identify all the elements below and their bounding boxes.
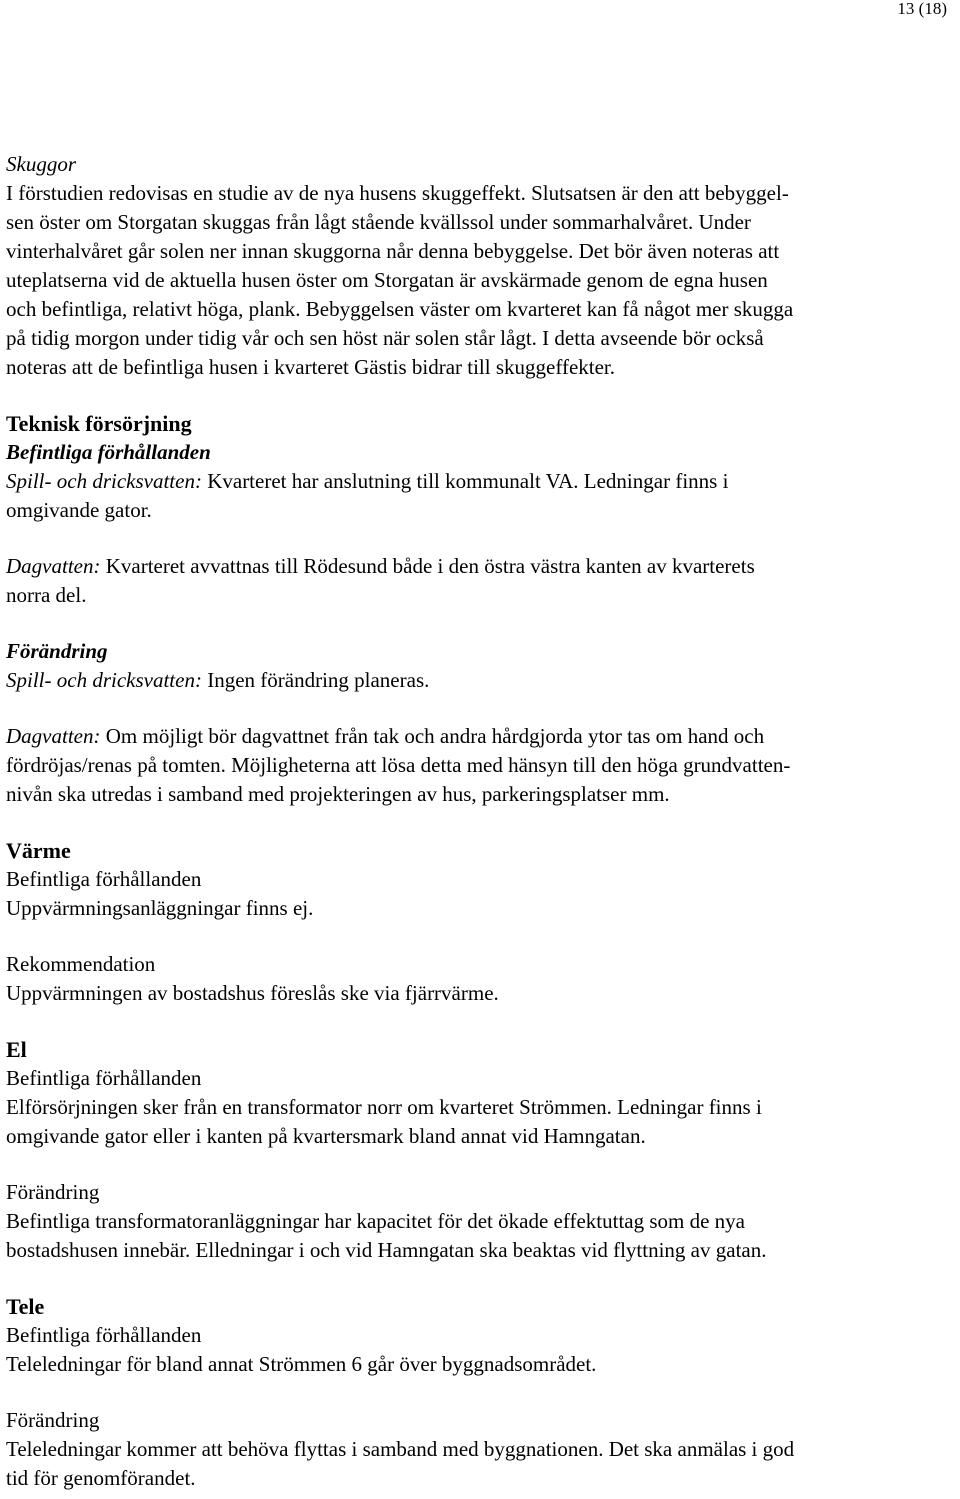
tele-heading: Tele	[6, 1294, 45, 1319]
page-number: 13 (18)	[897, 0, 947, 18]
skuggor-line-5: och befintliga, relativt höga, plank. Bebyggelsen väster om kvarteret kan få något mer skugga	[6, 297, 794, 321]
el-forandring-heading: Förändring	[6, 1180, 100, 1204]
spill2-text: Ingen förändring planeras.	[201, 668, 430, 692]
skuggor-heading: Skuggor	[6, 152, 76, 176]
document-body	[6, 150, 954, 1493]
skuggor-line-1: I förstudien redovisas en studie av de nya husens skuggeffekt. Slutsatsen är den att bebyggel-	[6, 181, 789, 205]
tele-forandring-text-2: tid för genomförandet.	[6, 1466, 196, 1490]
tele-forandring-heading: Förändring	[6, 1408, 100, 1432]
skuggor-line-3: vinterhalvåret går solen ner innan skuggorna når denna bebyggelse. Det bör även noteras att	[6, 239, 780, 263]
el-forandring-text-1: Befintliga transformatoranläggningar har kapacitet för det ökade effektuttag som de nya	[6, 1209, 745, 1233]
skuggor-line-7: noteras att de befintliga husen i kvarteret Gästis bidrar till skuggeffekter.	[6, 355, 616, 379]
dag-text-2: norra del.	[6, 583, 87, 607]
teknisk-dag2-para	[6, 722, 954, 751]
spill2-label: Spill- och dricksvatten:	[6, 668, 202, 692]
dag2-text-3: nivån ska utredas i samband med projekteringen av hus, parkeringsplatser mm.	[6, 782, 670, 806]
el-heading: El	[6, 1037, 27, 1062]
teknisk-dag-para	[6, 552, 954, 581]
teknisk-spill2-para	[6, 666, 954, 695]
tele-befintliga-heading: Befintliga förhållanden	[6, 1323, 202, 1347]
skuggor-line-6: på tidig morgon under tidig vår och sen höst när solen står lågt. I detta avseende bör också	[6, 326, 764, 350]
el-befintliga-text-2: omgivande gator eller i kanten på kvartersmark bland annat vid Hamngatan.	[6, 1124, 646, 1148]
dag2-text-2: fördröjas/renas på tomten. Möjligheterna att lösa detta med hänsyn till den höga grundvatten-	[6, 753, 791, 777]
dag-label: Dagvatten:	[6, 554, 101, 578]
dag-text-1: Kvarteret avvattnas till Rödesund både i den östra västra kanten av kvarterets	[100, 554, 755, 578]
varme-rek-heading: Rekommendation	[6, 952, 156, 976]
skuggor-line-2: sen öster om Storgatan skuggas från lågt stående kvällssol under sommarhalvåret. Under	[6, 210, 751, 234]
spill-text-1: Kvarteret har anslutning till kommunalt VA. Ledningar finns i	[201, 469, 729, 493]
spill-label: Spill- och dricksvatten:	[6, 469, 202, 493]
teknisk-spill-para	[6, 467, 954, 496]
varme-rek-text: Uppvärmningen av bostadshus föreslås ske via fjärrvärme.	[6, 981, 499, 1005]
varme-befintliga-text: Uppvärmningsanläggningar finns ej.	[6, 896, 314, 920]
tele-forandring-text-1: Teleledningar kommer att behöva flyttas i samband med byggnationen. Det ska anmälas i god	[6, 1437, 795, 1461]
teknisk-befintliga-heading: Befintliga förhållanden	[6, 440, 211, 464]
el-befintliga-heading: Befintliga förhållanden	[6, 1066, 202, 1090]
el-befintliga-text-1: Elförsörjningen sker från en transformator norr om kvarteret Strömmen. Ledningar finns i	[6, 1095, 762, 1119]
teknisk-heading: Teknisk försörjning	[6, 411, 192, 436]
dag2-text-1: Om möjligt bör dagvattnet från tak och andra hårdgjorda ytor tas om hand och	[100, 724, 765, 748]
skuggor-line-4: uteplatserna vid de aktuella husen öster om Storgatan är avskärmade genom de egna husen	[6, 268, 768, 292]
varme-heading: Värme	[6, 838, 71, 863]
teknisk-forandring-heading: Förändring	[6, 639, 108, 663]
dag2-label: Dagvatten:	[6, 724, 101, 748]
el-forandring-text-2: bostadshusen innebär. Elledningar i och vid Hamngatan ska beaktas vid flyttning av gatan.	[6, 1238, 767, 1262]
spill-text-2: omgivande gator.	[6, 498, 152, 522]
varme-befintliga-heading: Befintliga förhållanden	[6, 867, 202, 891]
tele-befintliga-text: Teleledningar för bland annat Strömmen 6 går över byggnadsområdet.	[6, 1352, 597, 1376]
